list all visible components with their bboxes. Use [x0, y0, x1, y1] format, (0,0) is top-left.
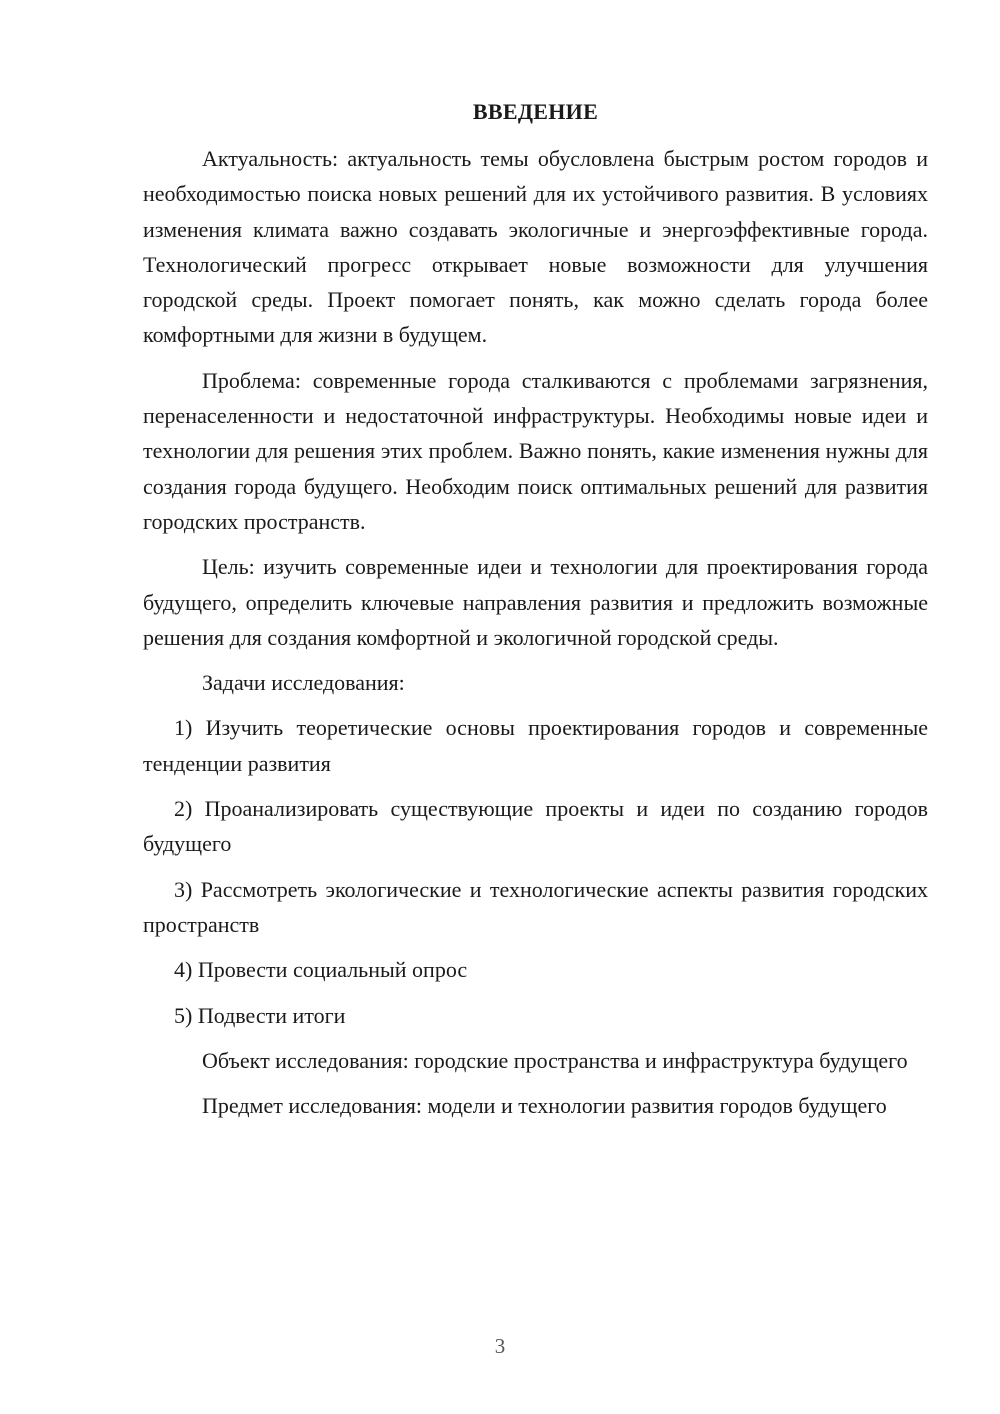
- task-item-5: 5) Подвести итоги: [174, 1002, 346, 1028]
- task-item-4: 4) Провести социальный опрос: [174, 957, 468, 983]
- task-item-1: 1) Изучить теоретические основы проектирования городов и современные тенденции развития: [143, 715, 928, 776]
- task-item-2: 2) Проанализировать существующие проекты и идеи по созданию городов будущего: [143, 796, 928, 857]
- tasks-heading: Задачи исследования:: [202, 670, 405, 696]
- object-paragraph: Объект исследования: городские пространства и инфраструктура будущего: [202, 1047, 908, 1073]
- subject-paragraph: Предмет исследования: модели и технологии развития городов будущего: [202, 1093, 887, 1119]
- problem-paragraph: Проблема: современные города сталкиваются с проблемами загрязнения, перенаселенности и недостаточной инфраструктуры. Необходимы новые идеи и технологии для решения этих проблем. Важно понять, какие изменения нужны для создания города будущего. Необходим поиск оптимальных решений для развития городских пространств.: [143, 367, 928, 534]
- task-item-3: 3) Рассмотреть экологические и технологические аспекты развития городских пространств: [143, 876, 928, 937]
- relevance-paragraph: Актуальность: актуальность темы обусловлена быстрым ростом городов и необходимостью поиска новых решений для их устойчивого развития. В условиях изменения климата важно создавать экологичные и энергоэффективные города. Технологический прогресс открывает новые возможности для улучшения городской среды. Проект помогает понять, как можно сделать города более комфортными для жизни в будущем.: [143, 146, 928, 348]
- page-number: 3: [494, 1334, 506, 1358]
- document-title: ВВЕДЕНИЕ: [472, 99, 599, 124]
- document-page: [143, 94, 928, 1133]
- goal-paragraph: Цель: изучить современные идеи и технологии для проектирования города будущего, определить ключевые направления развития и предложить возможные решения для создания комфортной и экологичной городской среды.: [143, 554, 928, 650]
